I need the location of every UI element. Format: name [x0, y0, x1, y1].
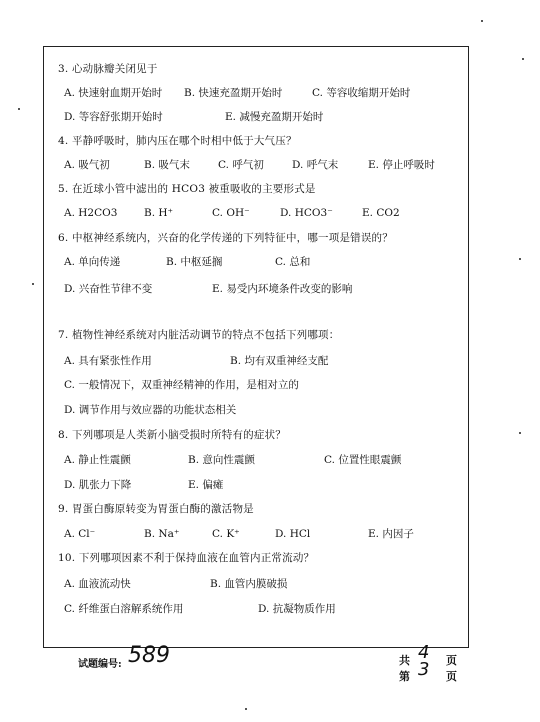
- scan-speck: [519, 258, 521, 260]
- question-6-stem: 6. 中枢神经系统内，兴奋的化学传递的下列特征中，哪一项是错误的？: [58, 232, 393, 244]
- question-9-stem: 9. 胃蛋白酶原转变为胃蛋白酶的激活物是: [58, 503, 254, 515]
- q10-option-a: A. 血液流动快: [64, 578, 131, 590]
- q8-option-c: C. 位置性眼震颤: [324, 454, 402, 466]
- q5-option-a: A. H2CO3: [64, 207, 118, 219]
- scan-speck: [245, 708, 247, 710]
- question-8-stem: 8. 下列哪项是人类新小脑受损时所特有的症状？: [58, 429, 286, 441]
- scan-speck: [32, 283, 34, 285]
- total-pages-suffix: 页: [446, 654, 457, 667]
- q6-option-e: E. 易受内环境条件改变的影响: [212, 283, 353, 295]
- page-number-suffix: 页: [446, 670, 457, 683]
- q8-option-d: D. 肌张力下降: [64, 479, 132, 491]
- q9-option-e: E. 内因子: [368, 528, 414, 540]
- q3-option-b: B. 快速充盈期开始时: [184, 87, 283, 99]
- exam-code-label: 试题编号:: [78, 659, 122, 670]
- exam-code-value: 589: [128, 643, 170, 668]
- q6-option-b: B. 中枢延搁: [166, 256, 223, 268]
- q10-option-c: C. 纤维蛋白溶解系统作用: [64, 603, 184, 615]
- q9-option-c: C. K⁺: [212, 528, 240, 540]
- q5-option-b: B. H⁺: [144, 207, 174, 219]
- question-5-stem: 5. 在近球小管中滤出的 HCO3 被重吸收的主要形式是: [58, 183, 316, 195]
- q7-option-a: A. 具有紧张性作用: [64, 355, 152, 367]
- q4-option-a: A. 吸气初: [64, 159, 110, 171]
- question-3-stem: 3. 心动脉瓣关闭见于: [58, 63, 158, 75]
- q8-option-a: A. 静止性震颤: [64, 454, 131, 466]
- q3-option-c: C. 等容收缩期开始时: [312, 87, 411, 99]
- q5-option-e: E. CO2: [362, 207, 400, 219]
- q8-option-e: E. 偏瘫: [188, 479, 224, 491]
- q10-option-d: D. 抗凝物质作用: [258, 603, 336, 615]
- q9-option-a: A. Cl⁻: [64, 528, 96, 540]
- q8-option-b: B. 意向性震颤: [188, 454, 255, 466]
- q7-option-c: C. 一般情况下，双重神经精神的作用，是相对立的: [64, 379, 299, 391]
- q9-option-d: D. HCl: [275, 528, 311, 540]
- total-pages-prefix: 共: [399, 654, 410, 667]
- q5-option-d: D. HCO3⁻: [280, 207, 333, 219]
- question-10-stem: 10. 下列哪项因素不利于保持血液在血管内正常流动？: [58, 552, 315, 564]
- total-pages-value: 4: [418, 642, 430, 663]
- page-number-prefix: 第: [399, 670, 410, 683]
- scan-speck: [519, 432, 521, 434]
- page-number-value: 3: [418, 659, 430, 680]
- q10-option-b: B. 血管内膜破损: [210, 578, 288, 590]
- q3-option-e: E. 减慢充盈期开始时: [225, 111, 324, 123]
- q7-option-b: B. 均有双重神经支配: [230, 355, 329, 367]
- q6-option-a: A. 单向传递: [64, 256, 121, 268]
- question-4-stem: 4. 平静呼吸时，肺内压在哪个时相中低于大气压？: [58, 135, 297, 147]
- q6-option-c: C. 总和: [275, 256, 311, 268]
- q3-option-d: D. 等容舒张期开始时: [64, 111, 163, 123]
- q4-option-c: C. 呼气初: [218, 159, 264, 171]
- q9-option-b: B. Na⁺: [144, 528, 180, 540]
- q4-option-d: D. 呼气末: [292, 159, 339, 171]
- q5-option-c: C. OH⁻: [212, 207, 250, 219]
- q6-option-d: D. 兴奋性节律不变: [64, 283, 153, 295]
- scan-speck: [18, 108, 20, 110]
- scan-speck: [481, 20, 483, 22]
- q3-option-a: A. 快速射血期开始时: [64, 87, 163, 99]
- q7-option-d: D. 调节作用与效应器的功能状态相关: [64, 404, 237, 416]
- q4-option-e: E. 停止呼吸时: [368, 159, 435, 171]
- scan-speck: [522, 58, 524, 60]
- q4-option-b: B. 吸气末: [144, 159, 190, 171]
- question-7-stem: 7. 植物性神经系统对内脏活动调节的特点不包括下列哪项：: [58, 329, 340, 341]
